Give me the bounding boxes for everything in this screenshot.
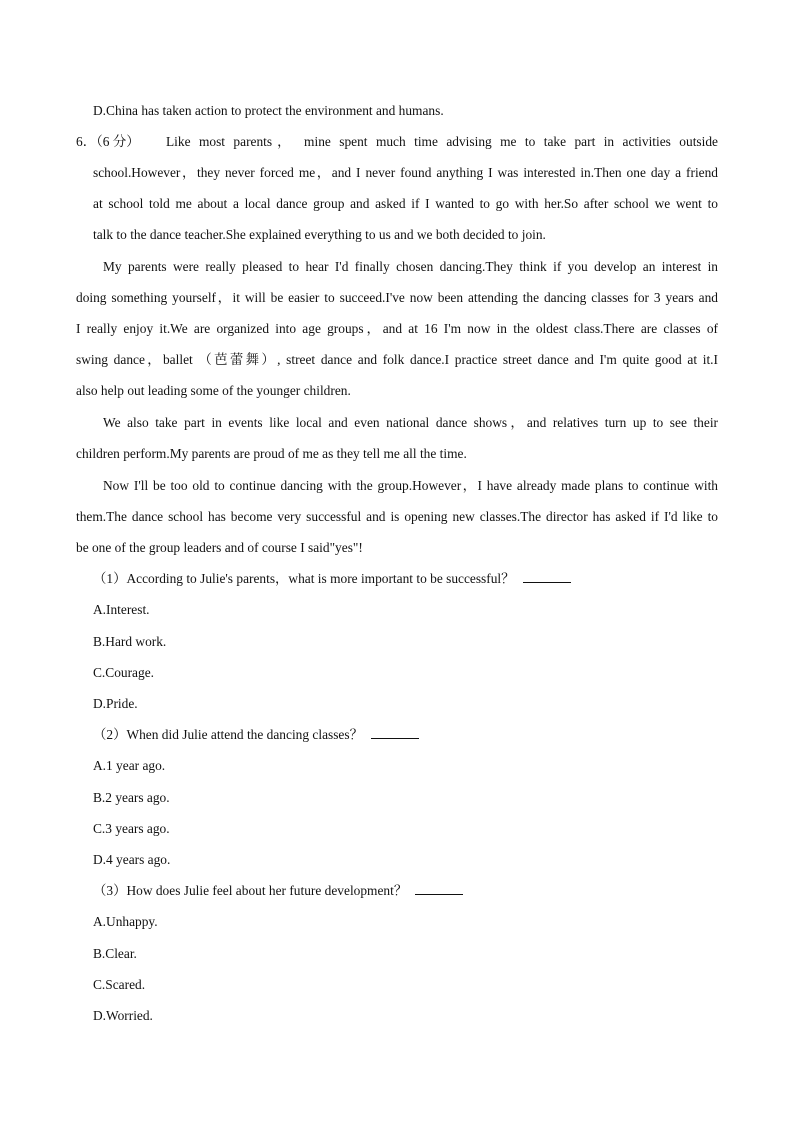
option-d: D.4 years ago. bbox=[93, 852, 171, 867]
option-d: D.Worried. bbox=[93, 1008, 153, 1023]
option-c: C.Scared. bbox=[93, 977, 146, 992]
option-c: C.Courage. bbox=[93, 665, 154, 680]
sub-question-1 bbox=[93, 570, 571, 588]
passage-line: doing something yourself，it will be easier to succeed.I've now been attending the dancing classes for 3 years and bbox=[76, 290, 718, 305]
sub-question-stem: （1）According to Julie's parents，what is more important to be successful？ bbox=[93, 571, 515, 586]
sub-question-2 bbox=[93, 726, 419, 744]
passage-line: We also take part in events like local and even national dance shows，and relatives turn up to see their bbox=[103, 415, 718, 430]
option-d: D.Pride. bbox=[93, 696, 138, 711]
option-a: A.1 year ago. bbox=[93, 758, 166, 773]
passage-line: Like most parents， mine spent much time advising me to take part in activities outside bbox=[166, 134, 718, 149]
passage-line: I really enjoy it.We are organized into age groups，and at 16 I'm now in the oldest class.There are classes of bbox=[76, 321, 718, 336]
passage-line: at school told me about a local dance group and asked if I wanted to go with her.So after school we went to bbox=[93, 196, 718, 211]
previous-option-d: D.China has taken action to protect the environment and humans. bbox=[93, 103, 444, 118]
passage-line: swing dance，ballet （芭蕾舞）, street dance and folk dance.I practice street dance and I'm quite good at it.I bbox=[76, 352, 718, 367]
answer-blank[interactable] bbox=[415, 882, 463, 895]
passage-line: talk to the dance teacher.She explained everything to us and we both decided to join. bbox=[93, 227, 546, 242]
sub-question-3 bbox=[93, 882, 463, 900]
answer-blank[interactable] bbox=[523, 570, 571, 583]
passage-line: be one of the group leaders and of course I said"yes"! bbox=[76, 540, 363, 555]
option-b: B.2 years ago. bbox=[93, 790, 170, 805]
option-a: A.Unhappy. bbox=[93, 914, 158, 929]
passage-line: Now I'll be too old to continue dancing with the group.However，I have already made plans to continue with bbox=[103, 478, 718, 493]
answer-blank[interactable] bbox=[371, 726, 419, 739]
question-number: 6．（6 分） bbox=[76, 134, 140, 149]
passage-line: school.However，they never forced me，and I never found anything I was interested in.Then one day a friend bbox=[93, 165, 718, 180]
sub-question-stem: （3）How does Julie feel about her future development？ bbox=[93, 883, 408, 898]
passage-line: them.The dance school has become very successful and is opening new classes.The director has asked if I'd like to bbox=[76, 509, 718, 524]
option-b: B.Hard work. bbox=[93, 634, 167, 649]
sub-question-stem: （2）When did Julie attend the dancing classes？ bbox=[93, 727, 363, 742]
option-b: B.Clear. bbox=[93, 946, 137, 961]
option-a: A.Interest. bbox=[93, 602, 150, 617]
passage-line: also help out leading some of the younger children. bbox=[76, 383, 351, 398]
passage-line: My parents were really pleased to hear I'd finally chosen dancing.They think if you develop an interest in bbox=[103, 259, 718, 274]
passage-line: children perform.My parents are proud of me as they tell me all the time. bbox=[76, 446, 467, 461]
option-c: C.3 years ago. bbox=[93, 821, 170, 836]
